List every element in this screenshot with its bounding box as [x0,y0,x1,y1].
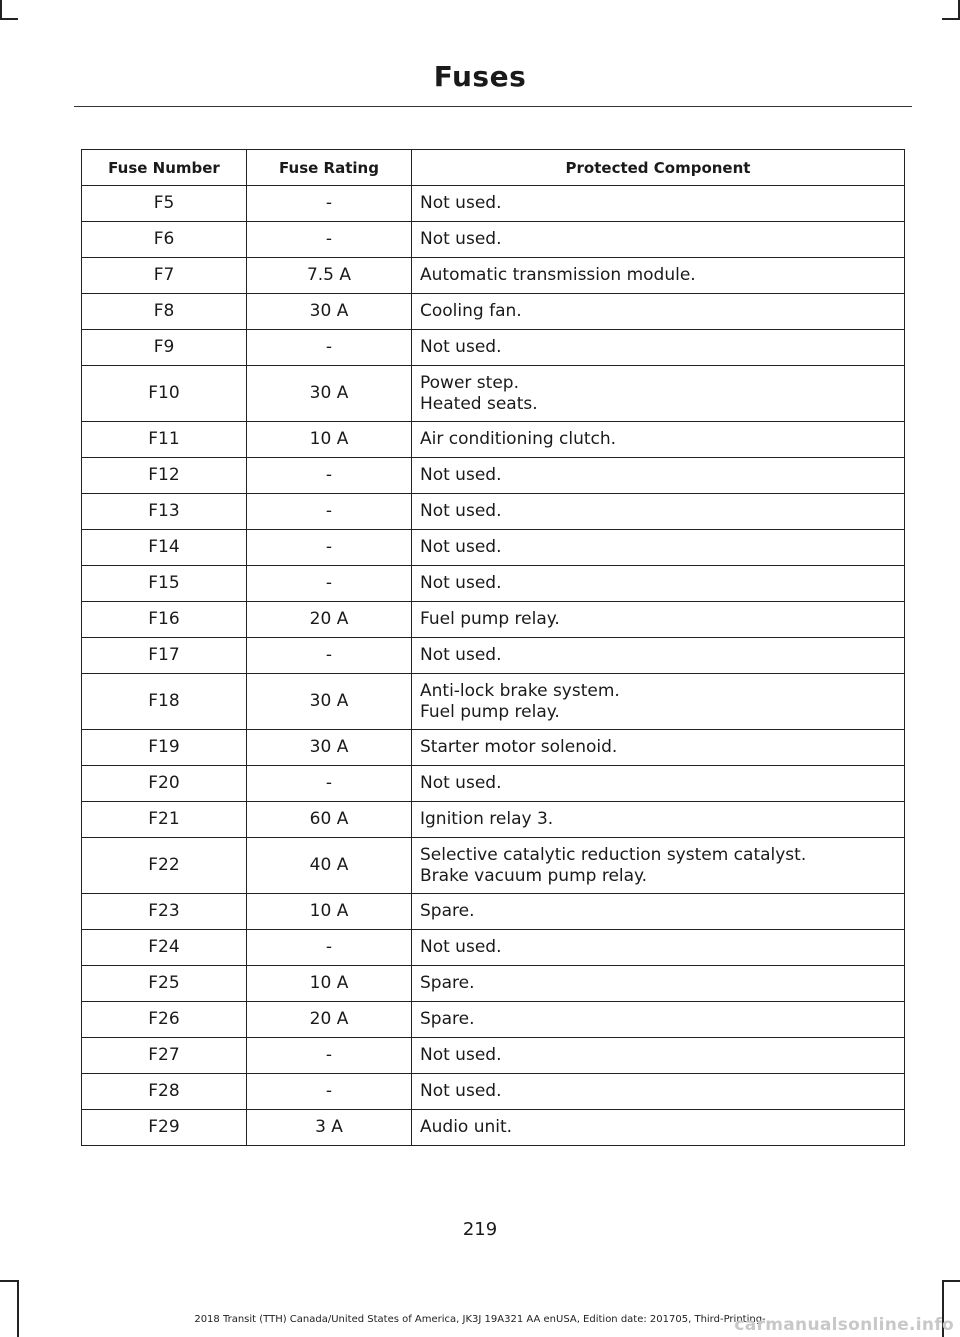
fuse-number-cell: F12 [82,458,247,494]
fuse-rating-cell: - [247,186,412,222]
fuse-rating-cell: - [247,638,412,674]
protected-component-text: Automatic transmission module. [420,265,696,285]
protected-component-cell [412,802,905,838]
protected-component-cell [412,530,905,566]
fuse-number-cell: F19 [82,730,247,766]
footer-edition-info: 2018 Transit (TTH) Canada/United States of America, JK3J 19A321 AA enUSA, Edition date: 201705, Third-Printing- [194,1314,766,1325]
protected-component-cell [412,222,905,258]
fuse-number-cell: F14 [82,530,247,566]
table-row [82,294,905,330]
table-row [82,566,905,602]
protected-component-text: Not used. [420,773,502,793]
fuse-rating-cell: 60 A [247,802,412,838]
fuse-rating-cell: - [247,494,412,530]
table-row [82,838,905,894]
fuse-number-cell: F15 [82,566,247,602]
table-row [82,930,905,966]
table-row [82,894,905,930]
table-row [82,730,905,766]
table-row [82,458,905,494]
table-row [82,366,905,422]
table-row [82,1110,905,1146]
table-row [82,1002,905,1038]
table-row [82,674,905,730]
protected-component-cell [412,366,905,422]
fuse-rating-cell: - [247,330,412,366]
protected-component-cell [412,638,905,674]
title-divider [74,106,912,107]
protected-component-text: Heated seats. [420,393,538,414]
fuse-rating-cell: 10 A [247,894,412,930]
protected-component-cell [412,566,905,602]
crop-mark-top-left [0,0,2,18]
fuse-number-cell: F23 [82,894,247,930]
protected-component-text: Not used. [420,573,502,593]
protected-component-text: Power step. [420,372,519,393]
table-row [82,1074,905,1110]
protected-component-cell [412,730,905,766]
crop-mark-bottom-left [0,1280,18,1282]
fuse-table-body [82,186,905,1146]
table-row [82,966,905,1002]
protected-component-text: Fuel pump relay. [420,609,560,629]
fuse-number-cell: F21 [82,802,247,838]
protected-component-cell [412,494,905,530]
fuse-rating-cell: 10 A [247,966,412,1002]
protected-component-cell [412,1074,905,1110]
table-row [82,222,905,258]
fuse-rating-cell: - [247,1074,412,1110]
protected-component-text: Selective catalytic reduction system catalyst. [420,844,807,865]
page-title: Fuses [433,60,527,93]
protected-component-text: Cooling fan. [420,301,522,321]
fuse-number-cell: F9 [82,330,247,366]
table-row [82,1038,905,1074]
crop-mark-top-right-h [942,18,960,20]
protected-component-cell [412,1038,905,1074]
table-row [82,530,905,566]
fuse-rating-cell: 30 A [247,674,412,730]
fuse-number-cell: F29 [82,1110,247,1146]
protected-component-cell [412,838,905,894]
protected-component-cell [412,602,905,638]
protected-component-text: Audio unit. [420,1117,513,1137]
column-header-fuse-number: Fuse Number [82,150,247,186]
column-header-fuse-rating: Fuse Rating [247,150,412,186]
protected-component-cell [412,894,905,930]
table-row [82,766,905,802]
protected-component-text: Brake vacuum pump relay. [420,865,648,886]
protected-component-text: Not used. [420,229,502,249]
fuse-rating-cell: 30 A [247,366,412,422]
protected-component-text: Not used. [420,193,502,213]
protected-component-cell [412,930,905,966]
crop-mark-bottom-left-v [17,1280,19,1337]
fuse-number-cell: F18 [82,674,247,730]
page-number: 219 [462,1219,498,1240]
crop-mark-top-left-h [0,18,18,20]
fuse-rating-cell: 30 A [247,294,412,330]
protected-component-text: Not used. [420,537,502,557]
watermark-logo: carmanualsonline.info [734,1315,954,1335]
protected-component-cell [412,966,905,1002]
table-row [82,330,905,366]
fuse-rating-cell: - [247,222,412,258]
table-row [82,494,905,530]
fuse-rating-cell: 3 A [247,1110,412,1146]
fuse-rating-cell: - [247,930,412,966]
protected-component-text: Not used. [420,937,502,957]
fuse-rating-cell: - [247,530,412,566]
fuse-number-cell: F10 [82,366,247,422]
protected-component-cell [412,294,905,330]
protected-component-text: Not used. [420,645,502,665]
fuse-rating-cell: 20 A [247,602,412,638]
protected-component-cell [412,766,905,802]
table-row [82,802,905,838]
table-row [82,258,905,294]
table-row [82,602,905,638]
protected-component-text: Not used. [420,337,502,357]
fuse-number-cell: F7 [82,258,247,294]
protected-component-text: Spare. [420,1009,475,1029]
protected-component-cell [412,330,905,366]
protected-component-cell [412,1110,905,1146]
protected-component-text: Spare. [420,901,475,921]
protected-component-text: Air conditioning clutch. [420,429,617,449]
fuse-number-cell: F26 [82,1002,247,1038]
protected-component-text: Not used. [420,501,502,521]
protected-component-cell [412,1002,905,1038]
fuse-number-cell: F25 [82,966,247,1002]
table-row [82,186,905,222]
table-row [82,422,905,458]
protected-component-cell [412,422,905,458]
fuse-number-cell: F8 [82,294,247,330]
crop-mark-top-right [958,0,960,18]
fuse-rating-cell: - [247,1038,412,1074]
protected-component-cell [412,674,905,730]
fuse-number-cell: F24 [82,930,247,966]
protected-component-text: Not used. [420,1081,502,1101]
fuse-rating-cell: 30 A [247,730,412,766]
table-header-row [82,150,905,186]
table-row [82,638,905,674]
fuse-number-cell: F20 [82,766,247,802]
fuse-number-cell: F17 [82,638,247,674]
fuse-number-cell: F22 [82,838,247,894]
protected-component-cell [412,458,905,494]
fuse-number-cell: F5 [82,186,247,222]
column-header-protected-component: Protected Component [412,150,905,186]
crop-mark-bottom-right [942,1280,960,1282]
fuse-rating-cell: - [247,458,412,494]
fuse-number-cell: F16 [82,602,247,638]
protected-component-text: Starter motor solenoid. [420,737,618,757]
protected-component-text: Not used. [420,1045,502,1065]
fuse-rating-cell: 20 A [247,1002,412,1038]
fuse-rating-cell: 10 A [247,422,412,458]
protected-component-text: Fuel pump relay. [420,701,560,722]
protected-component-cell [412,258,905,294]
fuse-rating-cell: 40 A [247,838,412,894]
fuse-rating-cell: - [247,566,412,602]
protected-component-text: Ignition relay 3. [420,809,554,829]
fuse-number-cell: F28 [82,1074,247,1110]
protected-component-text: Spare. [420,973,475,993]
fuse-number-cell: F11 [82,422,247,458]
fuse-number-cell: F27 [82,1038,247,1074]
fuse-table [81,149,905,1146]
protected-component-text: Anti-lock brake system. [420,680,620,701]
fuse-number-cell: F13 [82,494,247,530]
protected-component-cell [412,186,905,222]
fuse-rating-cell: - [247,766,412,802]
fuse-rating-cell: 7.5 A [247,258,412,294]
protected-component-text: Not used. [420,465,502,485]
fuse-number-cell: F6 [82,222,247,258]
